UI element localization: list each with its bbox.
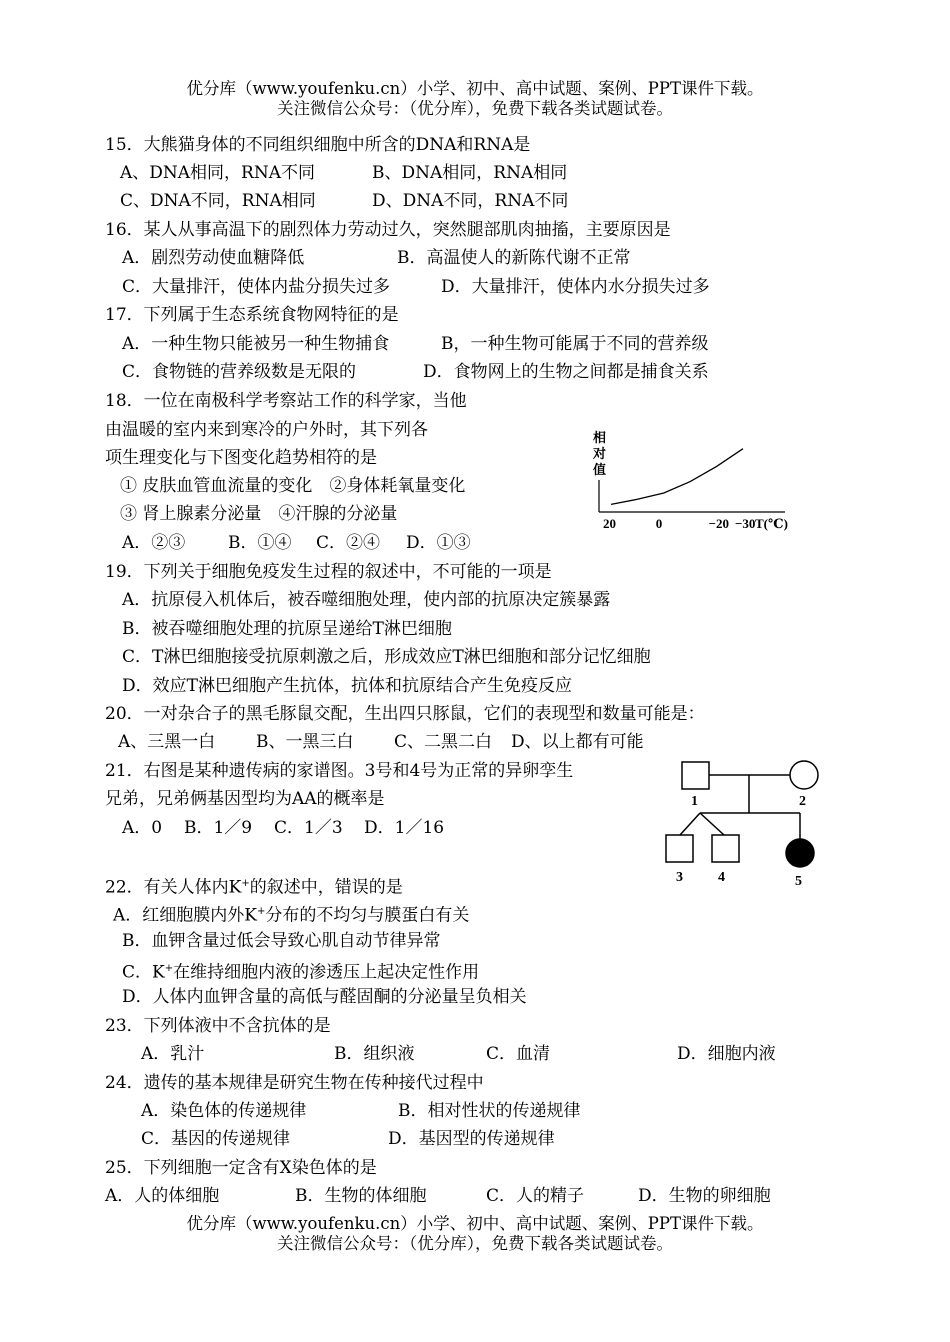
q18-items-3-4: ③ 肾上腺素分泌量 ④汗腺的分泌量 [120, 504, 398, 524]
q24-option-c: C．基因的传递规律 [141, 1129, 291, 1149]
q15-option-d: D、DNA不同，RNA不同 [372, 191, 569, 211]
q20-option-c: C、二黑二白 [394, 732, 493, 752]
q21-stem-line-2: 兄弟，兄弟俩基因型均为AA的概率是 [105, 789, 385, 809]
pedigree-label-4: 4 [718, 870, 725, 885]
q19-option-b: B．被吞噬细胞处理的抗原呈递给T淋巴细胞 [122, 619, 452, 639]
q20-option-d: D、以上都有可能 [511, 732, 644, 752]
q18-trend-chart [575, 428, 800, 538]
x-tick-label-20: 20 [603, 516, 616, 531]
q22-option-a-pre: A．红细胞膜内外K [113, 905, 257, 926]
q22-stem-post: 的叙述中，错误的是 [249, 877, 403, 898]
q22-option-b: B．血钾含量过低会导致心肌自动节律异常 [122, 931, 441, 951]
footer-line-1: 优分库（www.youfenku.cn）小学、初中、高中试题、案例、PPT课件下载。 [186, 1214, 764, 1233]
q22-stem-pre: 22．有关人体内K [105, 877, 242, 898]
q22-option-c-sup: + [164, 963, 174, 974]
q21-option-a: A．0 [122, 818, 163, 838]
q18-option-a: A．②③ [122, 533, 186, 553]
q18-option-b: B．①④ [228, 533, 292, 553]
q22-option-d: D．人体内血钾含量的高低与醛固酮的分泌量呈负相关 [122, 987, 527, 1007]
q19-option-c: C．T淋巴细胞接受抗原刺激之后，形成效应T淋巴细胞和部分记忆细胞 [122, 647, 651, 667]
footer-line-2: 关注微信公众号：（优分库），免费下载各类试题试卷。 [277, 1234, 673, 1253]
q23-stem: 23．下列体液中不含抗体的是 [105, 1016, 331, 1036]
q25-stem: 25．下列细胞一定含有X染色体的是 [105, 1158, 377, 1178]
q22-option-c [122, 958, 479, 984]
q18-stem-line-3: 项生理变化与下图变化趋势相符的是 [105, 448, 377, 468]
q25-option-d: D．生物的卵细胞 [638, 1186, 771, 1206]
q15-option-a: A、DNA相同，RNA不同 [120, 163, 316, 183]
q23-option-b: B．组织液 [334, 1044, 415, 1064]
q19-stem: 19．下列关于细胞免疫发生过程的叙述中，不可能的一项是 [105, 562, 552, 582]
y-label-char-2: 对 [593, 446, 607, 461]
q15-option-b: B、DNA相同，RNA相同 [372, 163, 568, 183]
q18-option-d: D．①③ [406, 533, 471, 553]
q19-option-a: A．抗原侵入机体后，被吞噬细胞处理，使内部的抗原决定簇暴露 [122, 590, 611, 610]
q18-items-1-2: ① 皮肤血管血流量的变化 ②身体耗氧量变化 [120, 476, 466, 496]
pedigree-affected-female-5 [786, 839, 814, 867]
q17-stem: 17．下列属于生态系统食物网特征的是 [105, 305, 399, 325]
q16-option-d: D．大量排汗，使体内水分损失过多 [441, 277, 710, 297]
q24-option-b: B．相对性状的传递规律 [398, 1101, 581, 1121]
q23-option-d: D．细胞内液 [677, 1044, 776, 1064]
q22-option-c-post: 在维持细胞内液的渗透压上起决定性作用 [173, 962, 480, 983]
pedigree-male-1 [682, 762, 709, 789]
pedigree-twin-line-3 [680, 813, 700, 835]
q17-option-d: D．食物网上的生物之间都是捕食关系 [423, 362, 709, 382]
q16-option-b: B．高温使人的新陈代谢不正常 [397, 248, 631, 268]
q19-option-d: D．效应T淋巴细胞产生抗体，抗体和抗原结合产生免疫反应 [122, 676, 572, 696]
q25-option-c: C．人的精子 [486, 1186, 585, 1206]
q17-option-a: A．一种生物只能被另一种生物捕食 [122, 334, 390, 354]
pedigree-male-4 [712, 835, 739, 862]
q21-option-d: D．1／16 [364, 818, 445, 838]
q22-option-a-post: 分布的不均匀与膜蛋白有关 [265, 905, 470, 926]
q15-stem: 15．大熊猫身体的不同组织细胞中所含的DNA和RNA是 [105, 135, 531, 155]
pedigree-female-2 [790, 761, 818, 789]
pedigree-male-3 [666, 835, 693, 862]
x-tick-label-0: 0 [655, 516, 663, 531]
q21-option-b: B．1／9 [184, 818, 253, 838]
q20-option-a: A、三黑一白 [118, 732, 216, 752]
pedigree-twin-line-4 [700, 813, 724, 835]
pedigree-label-3: 3 [676, 870, 683, 885]
q18-stem-line-1: 18．一位在南极科学考察站工作的科学家，当他 [105, 391, 467, 411]
q17-option-b: B，一种生物可能属于不同的营养级 [441, 334, 709, 354]
y-axis-label [592, 430, 606, 477]
q16-option-c: C．大量排汗，使体内盐分损失过多 [122, 277, 391, 297]
q24-option-a: A．染色体的传递规律 [141, 1101, 307, 1121]
q16-option-a: A．剧烈劳动使血糖降低 [122, 248, 305, 268]
q16-stem: 16．某人从事高温下的剧烈体力劳动过久，突然腿部肌肉抽搐，主要原因是 [105, 220, 671, 240]
pedigree-label-5: 5 [795, 874, 802, 889]
q23-option-c: C．血清 [486, 1044, 551, 1064]
trend-line [611, 449, 743, 505]
y-label-char-3: 值 [593, 462, 607, 477]
header-line-1: 优分库（www.youfenku.cn）小学、初中、高中试题、案例、PPT课件下载。 [186, 79, 764, 98]
header-line-2: 关注微信公众号：（优分库），免费下载各类试题试卷。 [277, 99, 673, 118]
x-tick-label-minus-30: −30 [735, 516, 756, 531]
q21-stem-line-1: 21．右图是某种遗传病的家谱图。3号和4号为正常的异卵孪生 [105, 761, 574, 781]
q20-option-b: B、一黑三白 [256, 732, 354, 752]
x-tick-label-minus-20: −20 [708, 516, 730, 531]
pedigree-label-1: 1 [691, 794, 698, 809]
q21-pedigree-chart [660, 755, 830, 890]
q22-option-a-sup: + [256, 906, 266, 917]
q25-option-b: B．生物的体细胞 [295, 1186, 427, 1206]
q20-stem: 20．一对杂合子的黑毛豚鼠交配，生出四只豚鼠，它们的表现型和数量可能是： [105, 704, 705, 724]
q17-option-c: C．食物链的营养级数是无限的 [122, 362, 357, 382]
q22-superscript: + [241, 878, 250, 889]
y-label-char-1: 相 [593, 430, 607, 445]
q22-option-a [113, 901, 469, 927]
pedigree-label-2: 2 [799, 794, 806, 809]
q24-option-d: D．基因型的传递规律 [388, 1129, 555, 1149]
q18-stem-line-2: 由温暖的室内来到寒冷的户外时，其下列各 [105, 420, 428, 440]
q24-stem: 24．遗传的基本规律是研究生物在传种接代过程中 [105, 1073, 484, 1093]
q23-option-a: A．乳汁 [141, 1044, 205, 1064]
q25-option-a: A．人的体细胞 [105, 1186, 220, 1206]
q22-stem [105, 873, 403, 899]
x-axis-unit-label: T(℃) [755, 516, 788, 531]
series-group [611, 449, 743, 505]
q21-option-c: C．1／3 [274, 818, 343, 838]
q15-option-c: C、DNA不同，RNA相同 [120, 191, 316, 211]
q22-option-c-pre: C．K [122, 962, 165, 983]
q18-option-c: C．②④ [316, 533, 381, 553]
